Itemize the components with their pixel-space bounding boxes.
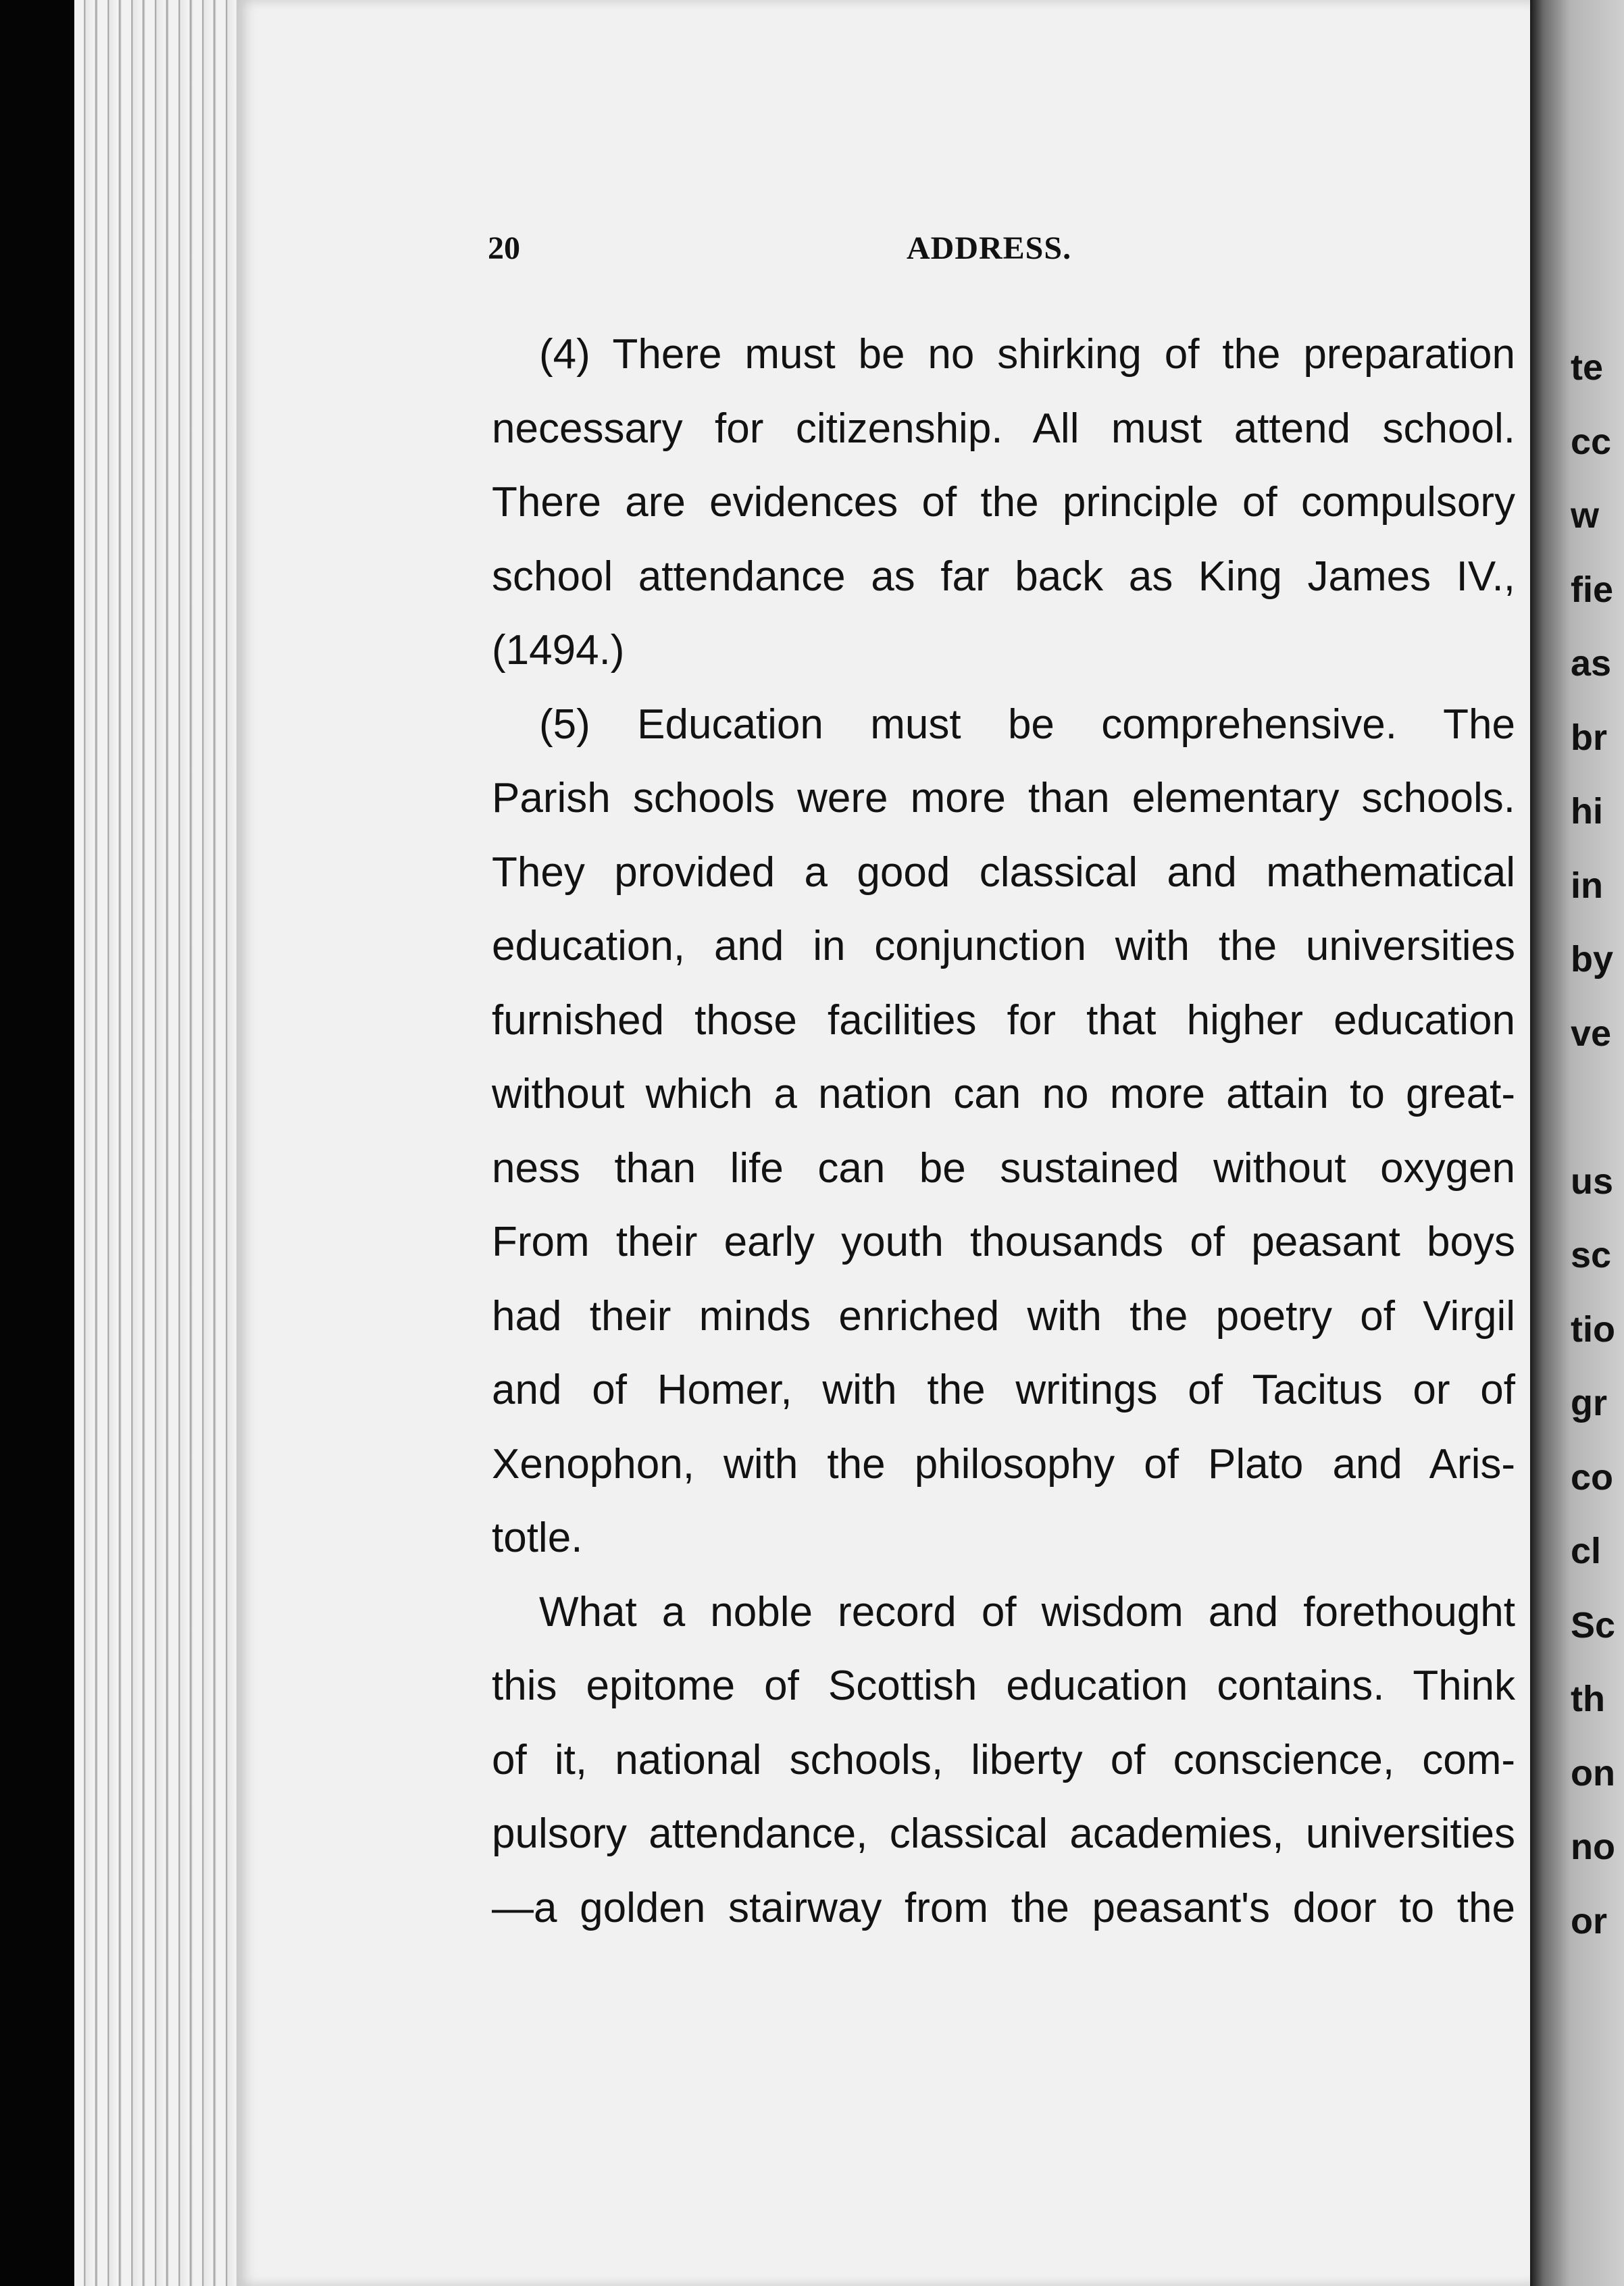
text-line: education, and in conjunction with the universities: [492, 923, 1515, 969]
text-line: totle.: [492, 1515, 583, 1561]
fragment: th: [1571, 1679, 1605, 1719]
fragment: gr: [1571, 1383, 1607, 1423]
text-line: school attendance as far back as King James IV.,: [492, 553, 1515, 600]
text-line: without which a nation can no more attain to great-: [492, 1071, 1515, 1117]
text-line: ness than life can be sustained without oxygen: [492, 1144, 1515, 1192]
paragraph-4: [492, 318, 1515, 688]
text-line: Xenophon, with the philosophy of Plato and Aris-: [492, 1440, 1515, 1488]
page-number: 20: [488, 230, 520, 266]
fragment: us: [1571, 1161, 1614, 1202]
fragment: on: [1571, 1752, 1615, 1794]
text-line: From their early youth thousands of peasant boys: [492, 1219, 1515, 1265]
fragment: or: [1571, 1900, 1607, 1941]
text-line: this epitome of Scottish education contains. Think: [492, 1662, 1515, 1709]
text-line: (4) There must be no shirking of the preparation: [539, 331, 1515, 378]
text-line: Parish schools were more than elementary schools.: [492, 775, 1515, 821]
fragment: in: [1571, 865, 1603, 906]
text-line: of it, national schools, liberty of conscience, com-: [492, 1736, 1515, 1783]
fragment: sc: [1571, 1235, 1612, 1275]
fragment: [1571, 1071, 1624, 1145]
facing-page-fragments: [1571, 331, 1624, 1958]
text-line: (1494.): [492, 627, 625, 674]
fragment: as: [1571, 643, 1612, 684]
text-line: What a noble record of wisdom and forethought: [539, 1588, 1515, 1635]
fragment: no: [1571, 1827, 1615, 1867]
fragment: by: [1571, 939, 1614, 980]
text-line: pulsory attendance, classical academies, universities: [492, 1810, 1515, 1857]
fragment: fie: [1571, 569, 1614, 610]
text-line: They provided a good classical and mathematical: [492, 848, 1515, 896]
text-line: had their minds enriched with the poetry of Virgil: [492, 1292, 1515, 1340]
fragment: tio: [1571, 1309, 1615, 1350]
fragment: ve: [1571, 1013, 1612, 1054]
body-text: [492, 318, 1515, 1945]
text-line: necessary for citizenship. All must attend school.: [492, 405, 1515, 452]
fragment: cc: [1571, 421, 1612, 462]
text-line: There are evidences of the principle of compulsory: [492, 479, 1515, 526]
text-line: —a golden stairway from the peasant's door to the: [492, 1884, 1515, 1931]
page-header: [488, 230, 1096, 277]
book-page-edges: [74, 0, 243, 2286]
running-head: ADDRESS.: [907, 230, 1072, 266]
text-line: and of Homer, with the writings of Tacitus or of: [492, 1367, 1515, 1413]
text-line: (5) Education must be comprehensive. The: [539, 701, 1515, 748]
fragment: hi: [1571, 791, 1603, 832]
fragment: co: [1571, 1456, 1614, 1498]
fragment: w: [1571, 495, 1600, 536]
paragraph-5: [492, 688, 1515, 1575]
paragraph-closing: [492, 1575, 1515, 1946]
fragment: te: [1571, 347, 1604, 388]
fragment: Sc: [1571, 1604, 1616, 1646]
fragment: br: [1571, 717, 1607, 758]
fragment: cl: [1571, 1531, 1602, 1571]
text-line: furnished those facilities for that higher education: [492, 996, 1515, 1044]
scan-left-margin: [0, 0, 74, 2286]
